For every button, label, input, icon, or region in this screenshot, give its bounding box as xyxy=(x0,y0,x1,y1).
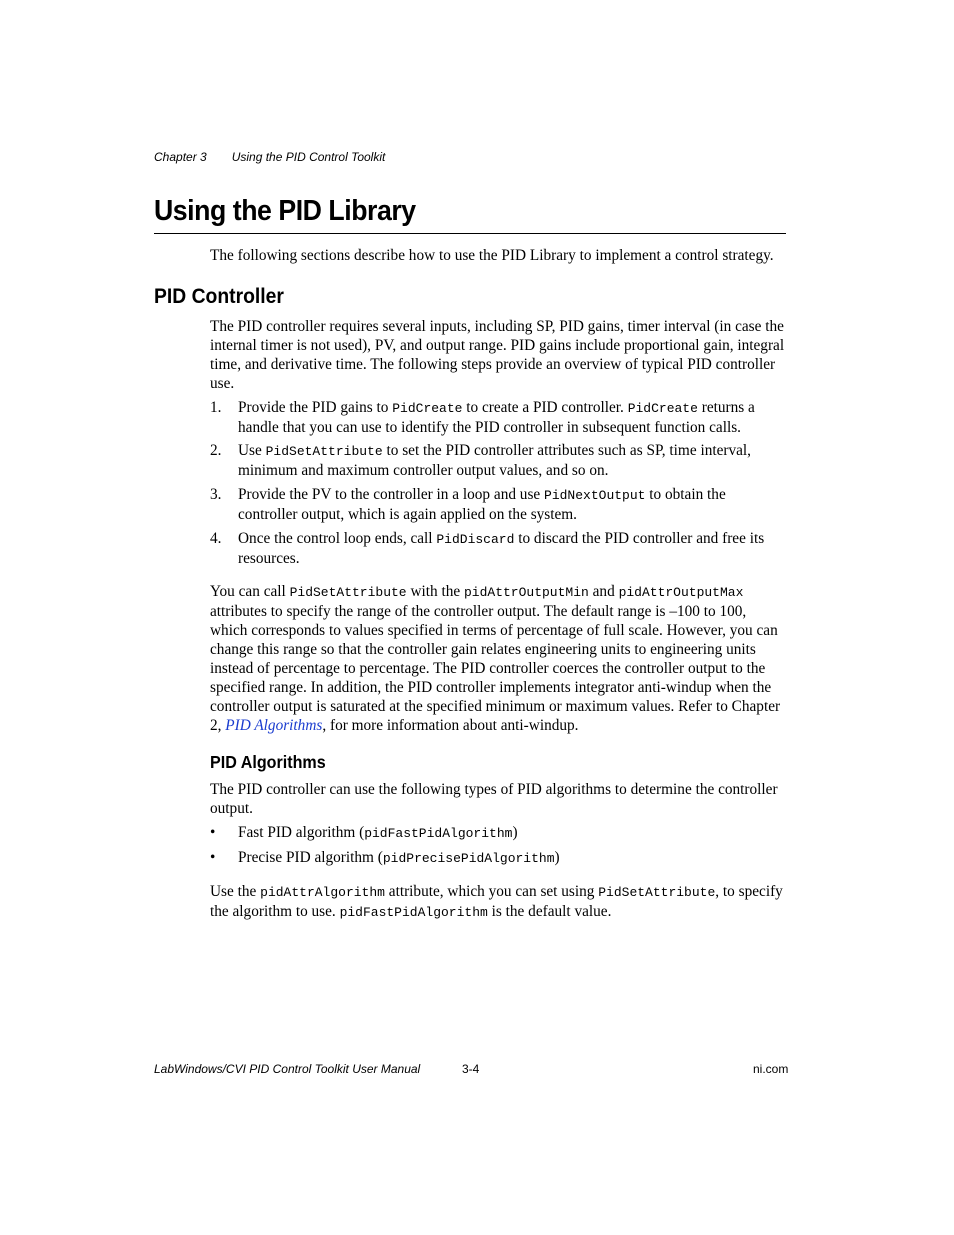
running-head xyxy=(154,150,385,164)
bullet: • xyxy=(210,849,216,866)
function-name: PidCreate xyxy=(392,401,463,416)
function-name: PidCreate xyxy=(627,401,698,416)
step-3-text xyxy=(238,485,786,524)
step-4-text xyxy=(238,529,786,568)
constant-name: pidFastPidAlgorithm xyxy=(364,826,513,841)
bullet-text: Fast PID algorithm ( xyxy=(238,824,365,841)
attribute-name: pidAttrOutputMin xyxy=(463,585,589,600)
step-text: to set the PID controller attributes such as SP, time interval, minimum and maximum controller output values, and so on. xyxy=(238,442,751,479)
function-name: PidSetAttribute xyxy=(265,444,383,459)
function-name: PidDiscard xyxy=(436,532,515,547)
constant-name: pidFastPidAlgorithm xyxy=(339,905,488,920)
paragraph-text: Use the xyxy=(210,883,261,900)
paragraph-text: with the xyxy=(406,583,464,600)
intro-paragraph: The following sections describe how to use the PID Library to implement a control strategy. xyxy=(210,247,774,264)
footer-page-number: 3-4 xyxy=(462,1062,480,1076)
attribute-name: pidAttrOutputMax xyxy=(618,585,744,600)
paragraph-text: attribute, which you can set using xyxy=(384,883,599,900)
paragraph-text: , to specify the algorithm to use. xyxy=(210,883,783,920)
title-rule xyxy=(154,233,786,234)
paragraph-text: , for more information about anti-windup. xyxy=(322,717,579,734)
function-name: PidSetAttribute xyxy=(598,885,716,900)
step-1-text xyxy=(238,398,786,437)
paragraph-text: is the default value. xyxy=(487,903,612,920)
page-title: Using the PID Library xyxy=(154,195,416,227)
step-text: Provide the PV to the controller in a loop and use xyxy=(238,486,545,503)
bullet-text: Precise PID algorithm ( xyxy=(238,849,383,866)
bullet-item-fast xyxy=(238,823,786,843)
bullet-text: ) xyxy=(512,824,518,841)
step-number: 1. xyxy=(210,399,222,416)
bullet: • xyxy=(210,824,216,841)
bullet-text: ) xyxy=(554,849,560,866)
constant-name: pidPrecisePidAlgorithm xyxy=(382,851,555,866)
pid-algorithms-heading: PID Algorithms xyxy=(210,752,326,772)
paragraph-text: and xyxy=(588,583,619,600)
step-number: 2. xyxy=(210,442,222,459)
function-name: PidSetAttribute xyxy=(289,585,407,600)
step-number: 3. xyxy=(210,486,222,503)
footer-website[interactable]: ni.com xyxy=(753,1062,789,1076)
pid-algorithms-paragraph: The PID controller can use the following types of PID algorithms to determine the controller output. xyxy=(210,781,778,817)
output-range-paragraph xyxy=(210,582,786,735)
running-head-title: Using the PID Control Toolkit xyxy=(231,150,386,164)
step-text: to obtain the controller output, which is again applied on the system. xyxy=(238,486,726,523)
running-head-chapter: Chapter 3 xyxy=(154,150,207,164)
step-number: 4. xyxy=(210,530,222,547)
function-name: PidNextOutput xyxy=(544,488,646,503)
attribute-name: pidAttrAlgorithm xyxy=(260,885,385,900)
pid-controller-heading: PID Controller xyxy=(154,285,284,308)
step-text: to create a PID controller. xyxy=(462,399,628,416)
default-algorithm-paragraph xyxy=(210,882,786,922)
step-text: returns a handle that you can use to identify the PID controller in subsequent function calls. xyxy=(238,399,755,436)
step-text: to discard the PID controller and free its resources. xyxy=(238,530,765,567)
bullet-item-precise xyxy=(238,848,786,868)
pid-controller-paragraph: The PID controller requires several inputs, including SP, PID gains, timer interval (in case the internal timer is not used), PV, and output range. PID gains include proportional gain, integral time, and derivative time. The following steps provide an overview of typical PID controller use. xyxy=(210,318,785,392)
step-text: Once the control loop ends, call xyxy=(238,530,437,547)
step-2-text xyxy=(238,441,786,480)
step-text: Provide the PID gains to xyxy=(238,399,393,416)
step-text: Use xyxy=(238,442,266,459)
paragraph-text: attributes to specify the range of the controller output. The default range is –100 to 100, which corresponds to values specified in terms of percentage of full scale. However, you can change this range so that the controller gain relates engineering units to engineering units instead of percentage to percentage. The PID controller coerces the controller output to the specified range. In addition, the PID controller implements integrator anti-windup when the controller output is saturated at the specified minimum or maximum values. Refer to Chapter 2, xyxy=(210,603,781,734)
pid-algorithms-link[interactable]: PID Algorithms xyxy=(225,717,323,734)
paragraph-text: You can call xyxy=(210,583,290,600)
footer-manual-title: LabWindows/CVI PID Control Toolkit User Manual xyxy=(154,1062,421,1076)
